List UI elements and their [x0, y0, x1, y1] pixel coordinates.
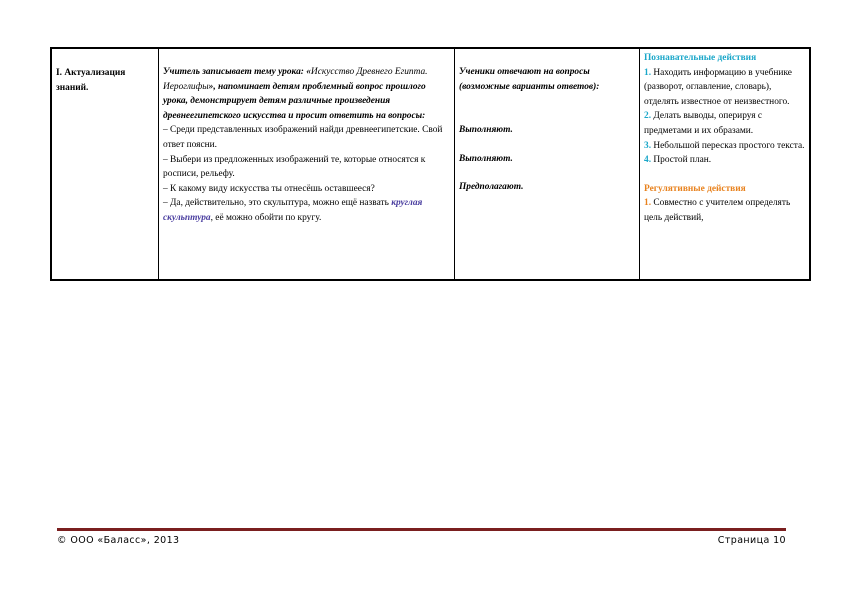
cognitive-item-4: [644, 153, 805, 168]
item-text: Небольшой пересказ простого текста.: [651, 140, 805, 151]
teacher-intro-part1: Учитель записывает тему урока: «: [163, 67, 311, 77]
cognitive-title: Познавательные действия: [644, 53, 757, 63]
teacher-intro-part2: », напоминает детям проблемный вопрос прошлого урока, демонстрирует детям различные произведения древнеегипетского искусства и просит ответить на вопросы:: [163, 81, 426, 121]
spacer: [644, 168, 805, 182]
students-cell: [455, 48, 640, 280]
students-answer-3: Предполагают.: [459, 182, 524, 193]
lesson-table: [50, 47, 811, 281]
students-intro: Ученики отвечают на вопросы (возможные варианты ответов):: [459, 67, 600, 92]
teacher-question-4: [163, 196, 450, 225]
item-text: Находить информацию в учебнике (разворот, оглавление, словарь), отделять известное от неизвестного.: [644, 67, 792, 107]
teacher-question-1: – Среди представленных изображений найди древнеегипетские. Свой ответ поясни.: [163, 125, 443, 150]
item-number: 1.: [644, 198, 652, 209]
cognitive-item-3: [644, 139, 805, 154]
regulatory-title: Регулятивные действия: [644, 183, 746, 194]
item-number: 4.: [644, 155, 652, 166]
item-number: 1.: [644, 67, 652, 78]
teacher-question-2: – Выбери из предложенных изображений те, которые относятся к росписи, рельефу.: [163, 154, 426, 180]
cognitive-item-1: [644, 66, 805, 110]
students-answer-2: Выполняют.: [459, 153, 513, 164]
spacer: [459, 166, 635, 180]
teacher-q4-part1: – Да, действительно, это скульптура, можно ещё назвать: [163, 198, 392, 209]
teacher-intro-topic: Искусство Древнего Египта. Иероглифы: [163, 67, 428, 92]
footer-divider: [57, 528, 786, 531]
teacher-q4-part2: , её можно обойти по кругу.: [210, 212, 322, 223]
teacher-intro: [163, 65, 450, 123]
teacher-question-3: – К какому виду искусства ты отнесёшь оставшееся?: [163, 183, 375, 194]
spacer: [459, 138, 635, 152]
footer-page-number: Страница 10: [717, 535, 786, 546]
footer-copyright: © ООО «Баласс», 2013: [57, 535, 180, 546]
students-answer-1: Выполняют.: [459, 125, 513, 136]
item-number: 2.: [644, 111, 652, 122]
table-row: [51, 48, 810, 280]
item-text: Делать выводы, оперируя с предметами и их образами.: [644, 111, 763, 136]
stage-cell: [51, 48, 159, 280]
stage-title: I. Актуализация знаний.: [56, 68, 126, 93]
regulatory-item-1: [644, 196, 805, 225]
item-number: 3.: [644, 140, 652, 151]
item-text: Совместно с учителем определять цель действий,: [644, 198, 791, 223]
term-round-sculpture: круглая скульптура: [163, 198, 423, 223]
uud-cell: [640, 48, 811, 280]
cognitive-item-2: [644, 109, 805, 138]
item-text: Простой план.: [651, 155, 712, 166]
spacer: [459, 94, 635, 123]
teacher-cell: [159, 48, 455, 280]
